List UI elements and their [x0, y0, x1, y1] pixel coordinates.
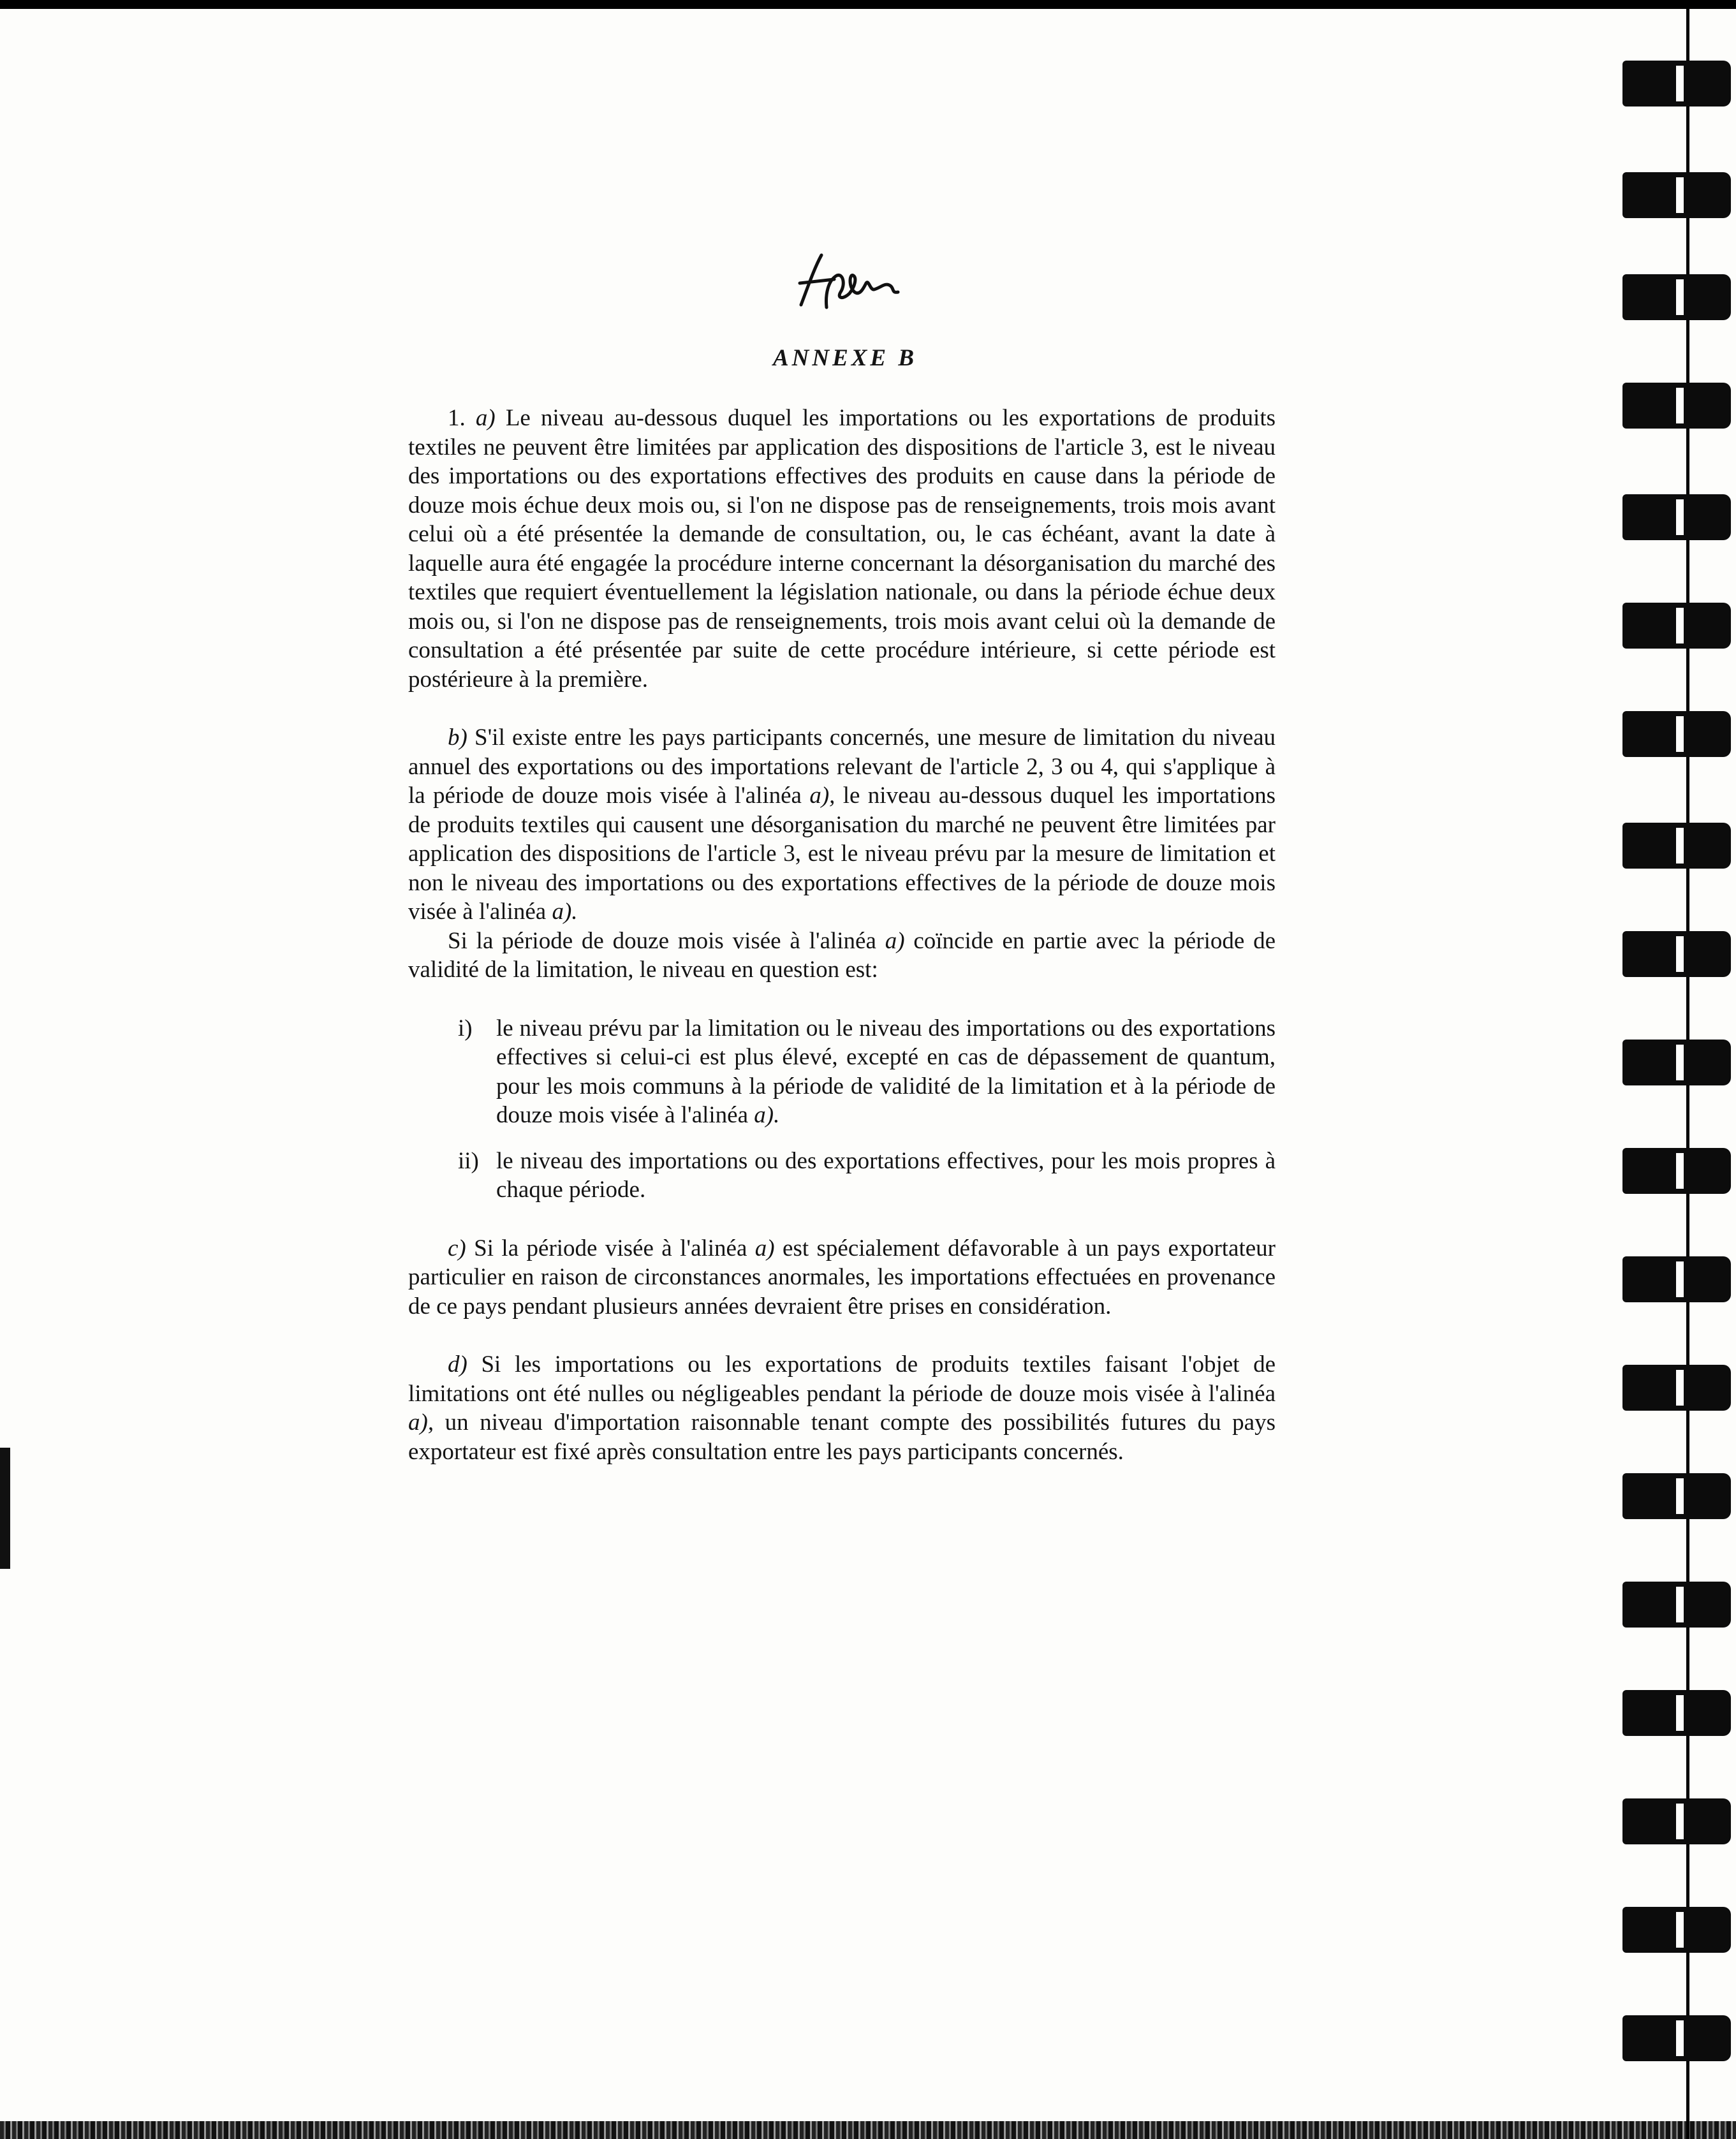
binding-ring	[1622, 383, 1731, 429]
document-body	[408, 344, 1276, 1466]
binding-ring	[1622, 494, 1731, 540]
paragraph-label: c)	[448, 1235, 466, 1261]
binding-ring	[1622, 61, 1731, 107]
list-item	[408, 1014, 1276, 1130]
alinea-reference: a)	[885, 927, 905, 954]
list-item	[408, 1147, 1276, 1205]
paragraph-1d	[408, 1350, 1276, 1466]
paragraph-text: S'il existe entre les pays participants concernés, une mesure de limitation du niveau annuel des exportations ou des importations relevant de l'article 2, 3 ou 4, qui s'applique à la période de douze mois visée à l'alinéa	[408, 724, 1276, 809]
item-number: i)	[458, 1015, 473, 1041]
paragraph-label: b)	[448, 724, 467, 751]
binding-ring	[1622, 1690, 1731, 1736]
paragraph-label: d)	[448, 1351, 467, 1378]
paragraph-overlap	[408, 927, 1276, 985]
paragraph-text: Si les importations ou les exportations de produits textiles faisant l'objet de limitations ont été nulles ou négligeables pendant la période de douze mois visée à l'alinéa	[408, 1351, 1276, 1407]
item-number: ii)	[458, 1147, 479, 1174]
binding-ring	[1622, 931, 1731, 977]
paragraph-text: le niveau au-dessous duquel les importations de produits textiles qui causent une désorganisation du marché ne peuvent être limitées par application des dispositions de l'article 3, est le niveau prévu par la mesure de limitation et non le niveau des importations ou des exportations effectives de la période de douze mois visée à l'alinéa	[408, 783, 1276, 925]
binding-ring	[1622, 1365, 1731, 1411]
alinea-reference: a)	[754, 1235, 775, 1261]
handwritten-initials	[788, 250, 902, 320]
binding-ring	[1622, 1798, 1731, 1844]
paragraph-text: un niveau d'importation raisonnable tenant compte des possibilités futures du pays exportateur est fixé après consultation entre les pays participants concernés.	[408, 1409, 1276, 1465]
paragraph-label: a)	[475, 405, 496, 431]
spiral-binding	[1615, 0, 1736, 2139]
binding-ring	[1622, 274, 1731, 320]
binding-ring	[1622, 1473, 1731, 1519]
paragraph-1a	[408, 404, 1276, 694]
item-text: le niveau prévu par la limitation ou le niveau des importations ou des exportations effectives si celui-ci est plus élevé, excepté en cas de dépassement de quantum, pour les mois communs à la période de validité de la limitation et à la période de douze mois visée à l'alinéa	[496, 1015, 1276, 1128]
item-text: le niveau des importations ou des exportations effectives, pour les mois propres à chaque période.	[496, 1147, 1276, 1203]
binding-ring	[1622, 1256, 1731, 1302]
binding-ring	[1622, 711, 1731, 757]
binding-ring	[1622, 1148, 1731, 1194]
alinea-reference: a).	[754, 1102, 780, 1128]
page-title: ANNEXE B	[772, 345, 918, 371]
item-list	[408, 1014, 1276, 1205]
paragraph-text: Si la période visée à l'alinéa	[474, 1235, 747, 1261]
alinea-reference: a),	[408, 1409, 434, 1436]
binding-ring	[1622, 172, 1731, 218]
paragraph-text: est spécialement défavorable à un pays exportateur particulier en raison de circonstances anormales, les importations effectuées en provenance de ce pays pendant plusieurs années devraient être prises en considération.	[408, 1235, 1276, 1319]
scan-bottom-edge	[0, 2121, 1736, 2139]
paragraph-number: 1.	[448, 405, 466, 431]
binding-ring	[1622, 823, 1731, 869]
binding-ring	[1622, 1907, 1731, 1953]
scan-left-edge-mark	[0, 1448, 10, 1569]
binding-ring	[1622, 2015, 1731, 2061]
paragraph-1c	[408, 1234, 1276, 1321]
paragraph-text: Si la période de douze mois visée à l'alinéa	[448, 927, 876, 954]
binding-ring	[1622, 603, 1731, 649]
paragraph-text: Le niveau au-dessous duquel les importations ou les exportations de produits textiles ne peuvent être limitées par application des dispositions de l'article 3, est le niveau des importations ou des exportations effectives des produits en cause dans la période de douze mois échue deux mois ou, si l'on ne dispose pas de renseignements, trois mois avant celui où a été présentée la demande de consultation, ou, le cas échéant, avant la date à laquelle aura été engagée la procédure interne concernant la désorganisation du marché des textiles que requiert éventuellement la législation nationale, ou dans la période échue deux mois ou, si l'on ne dispose pas de renseignements, trois mois avant celui où la demande de consultation a été présentée par suite de cette procédure intérieure, si cette période est postérieure à la première.	[408, 405, 1276, 693]
paragraph-1b	[408, 723, 1276, 927]
scan-top-edge	[0, 0, 1736, 9]
alinea-reference: a),	[809, 783, 835, 809]
binding-ring	[1622, 1040, 1731, 1085]
alinea-reference: a).	[552, 899, 578, 925]
paragraph-text: coïncide en partie avec la période de validité de la limitation, le niveau en question est:	[408, 927, 1276, 983]
binding-ring	[1622, 1582, 1731, 1628]
